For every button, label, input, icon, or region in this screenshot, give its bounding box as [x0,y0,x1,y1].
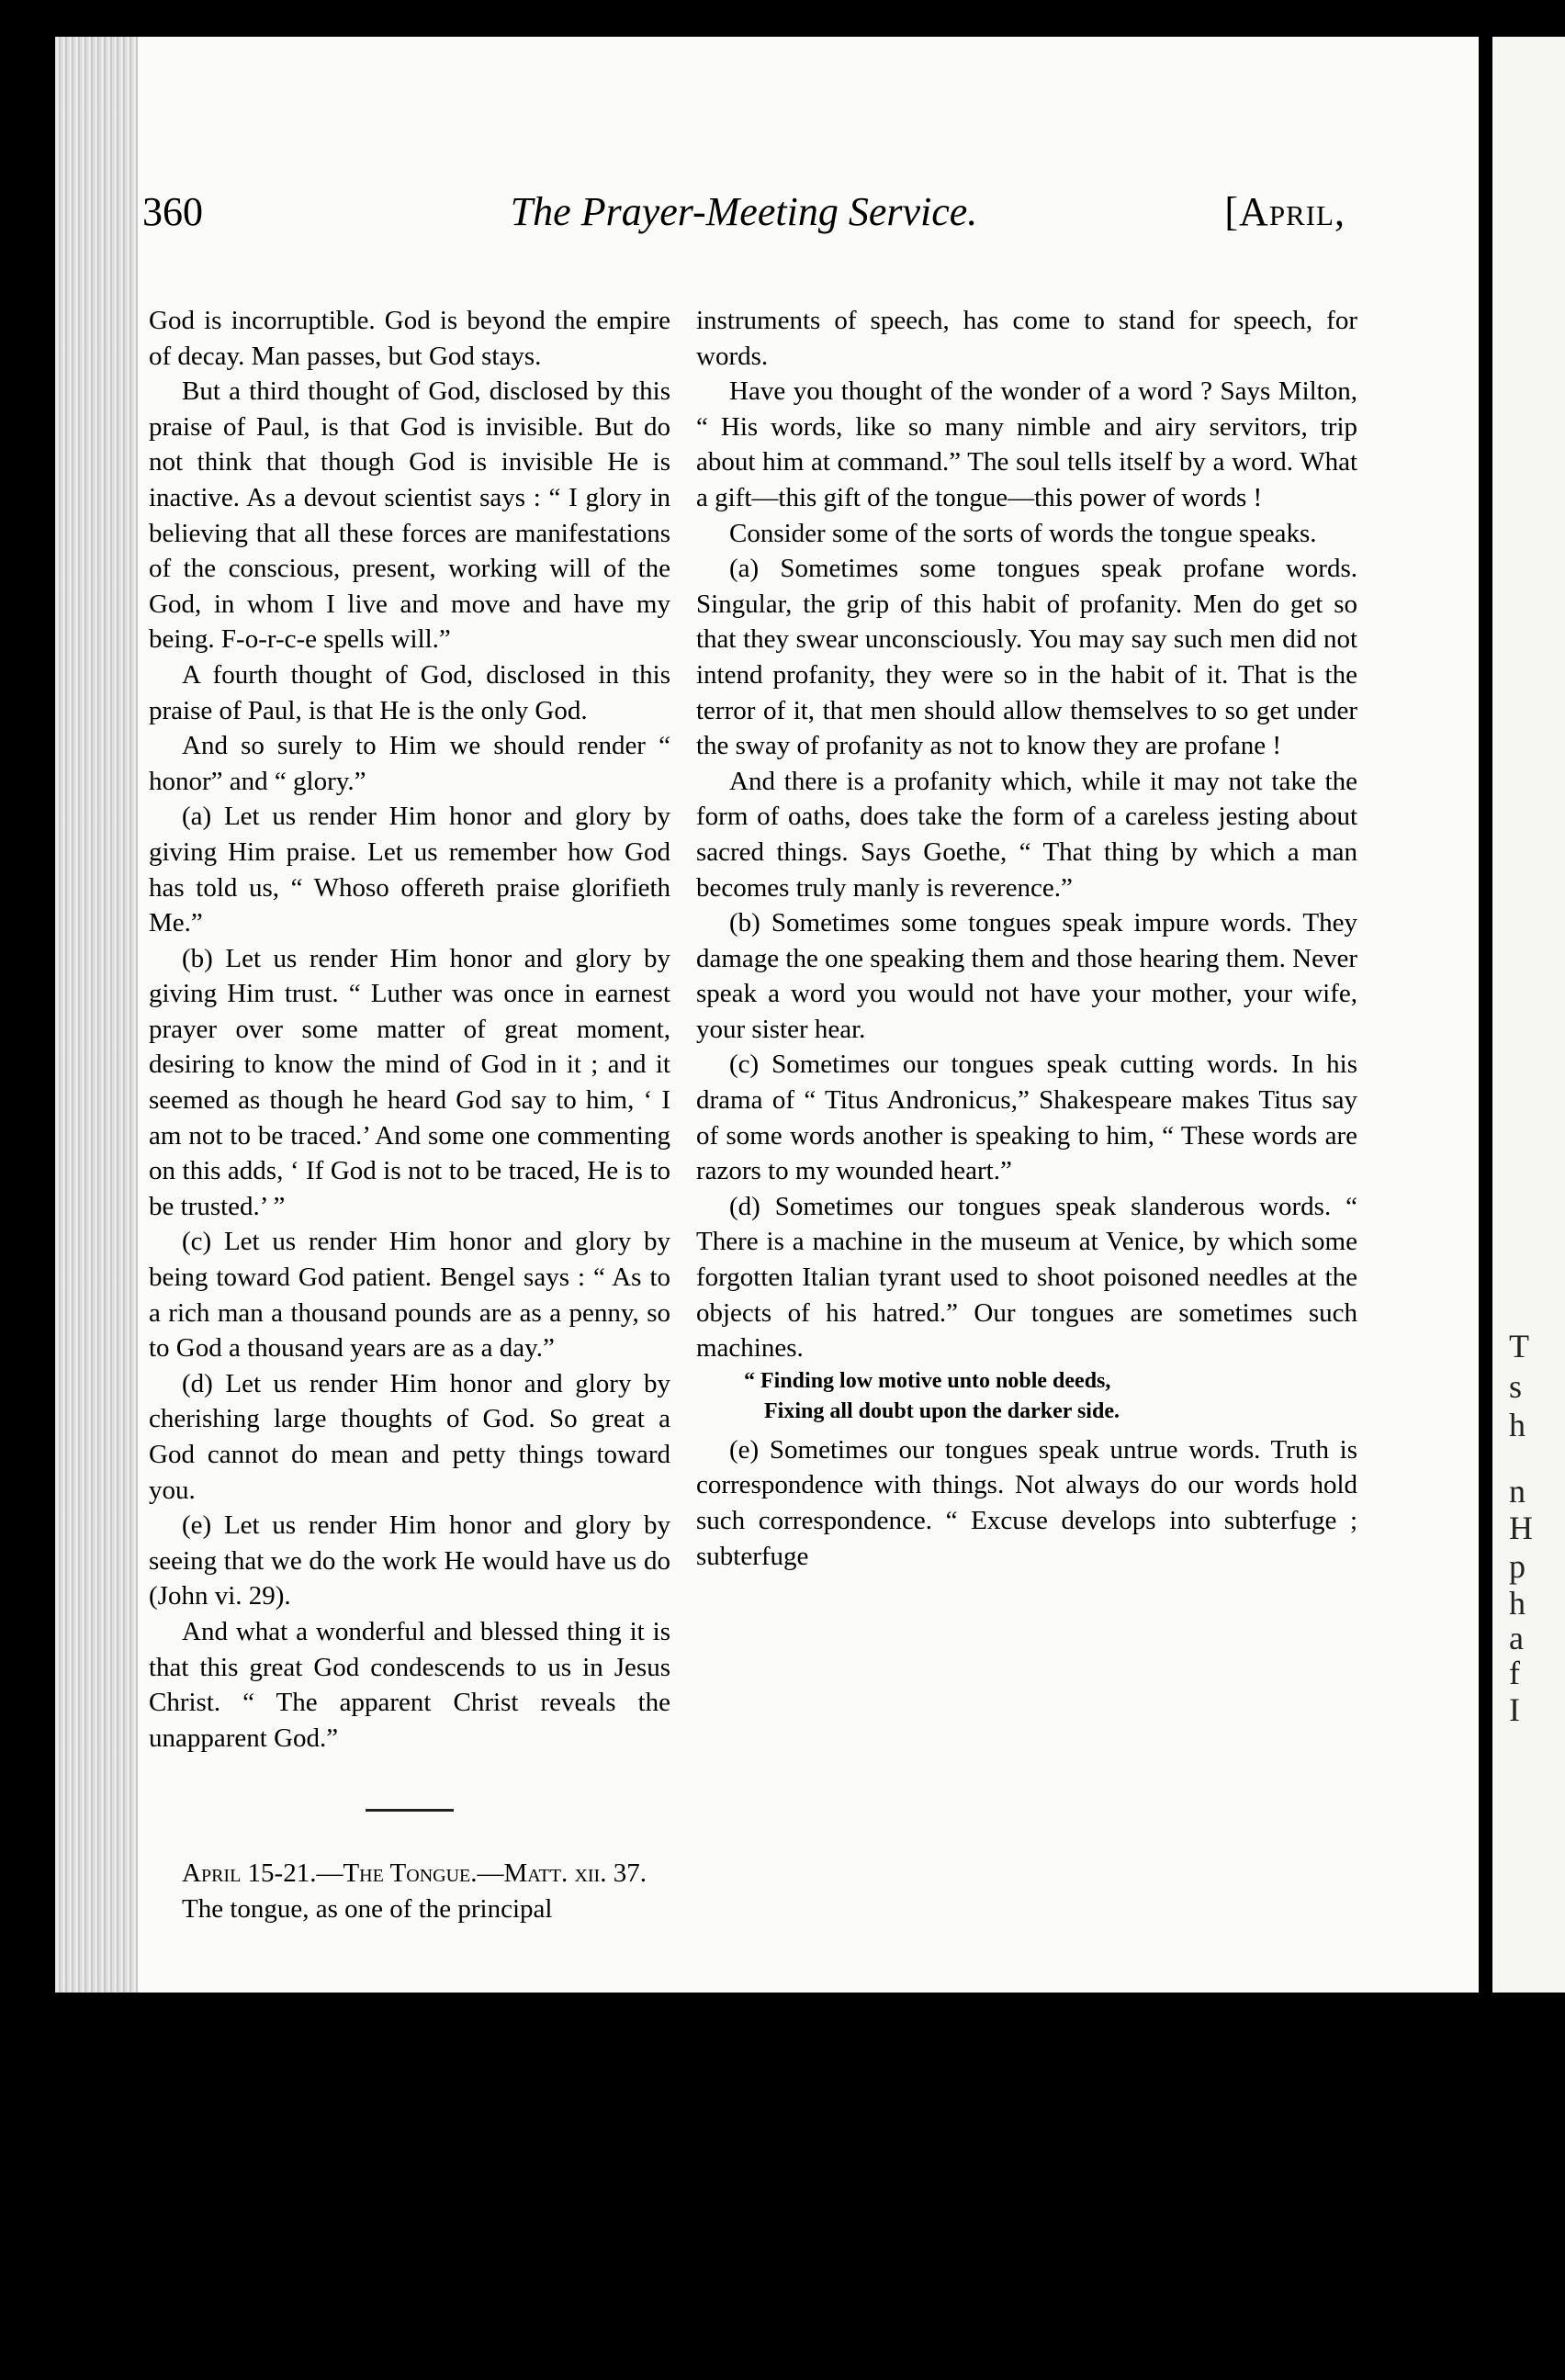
page-number: 360 [142,189,203,234]
paragraph: Consider some of the sorts of words the tongue speaks. [729,518,1317,548]
facing-page-fragment: a [1509,1620,1524,1656]
paragraph: (e) Let us render Him honor and glory by seeing that we do the work He would have us do (John vi. 29). [149,1510,670,1611]
header-month: [April, [1224,189,1345,234]
page-edge-decoration [55,37,142,1993]
verse-line: “ Finding low motive unto noble deeds, [744,1368,1111,1393]
facing-page-edge [1492,37,1565,1993]
right-column [696,303,1357,1574]
paragraph: God is incorruptible. God is beyond the empire of decay. Man passes, but God stays. [149,306,670,371]
facing-page-fragment: H [1509,1510,1533,1546]
paragraph: And there is a profanity which, while it may not take the form of oaths, does take the form of a careless jesting about sacred things. Says Goethe, “ That thing by which a man becomes truly manly is reverence.” [696,766,1357,903]
paragraph: A fourth thought of God, disclosed in this praise of Paul, is that He is the only God. [149,659,670,725]
facing-page-fragment: f [1509,1655,1520,1691]
left-column [149,303,670,1927]
page-header [142,188,1345,243]
paragraph: But a third thought of God, disclosed by this praise of Paul, is that God is invisible. But do not think that though God is invisible He is inactive. As a devout scientist says : “ I glory in believing that all these forces are manifestations of the conscious, present, working will of the God, in whom I live and move and have my being. F-o-r-c-e spells will.” [149,376,670,655]
paragraph: (c) Let us render Him honor and glory by being toward God patient. Bengel says : “ As to a rich man a thousand pounds are as a penny, so to God a thousand years are as a day.” [149,1227,670,1364]
paragraph: (a) Sometimes some tongues speak profane words. Singular, the grip of this habit of profanity. Men do get so that they swear unconsciously. You may say such men did not intend profanity, they were so in the habit of it. That is the terror of it, that men should allow themselves to so get under the sway of profanity as not to know they are profane ! [696,554,1357,761]
facing-page-fragment: h [1509,1407,1526,1443]
paragraph: (d) Let us render Him honor and glory by cherishing large thoughts of God. So great a God cannot do mean and petty things toward you. [149,1368,670,1505]
verse-line: Fixing all doubt upon the darker side. [764,1398,1120,1423]
facing-page-fragment: p [1509,1548,1526,1585]
paragraph: And what a wonderful and blessed thing it is that this great God condescends to us in Jesus Christ. “ The apparent Christ reveals the unapparent God.” [149,1616,670,1753]
verse-quote [696,1366,1357,1427]
facing-page-fragment: I [1509,1691,1520,1728]
paragraph: The tongue, as one of the principal [182,1893,553,1924]
facing-page-fragment: s [1509,1368,1523,1405]
paragraph: (d) Sometimes our tongues speak slanderous words. “ There is a machine in the museum at Venice, by which some forgotten Italian tyrant used to shoot poisoned needles at the objects of his hatred.” Our tongues are sometimes such machines. [696,1191,1357,1364]
paragraph: (c) Sometimes our tongues speak cutting words. In his drama of “ Titus Andronicus,” Shakespeare makes Titus say of some words another is speaking to him, “ These words are razors to my wounded heart.” [696,1050,1357,1186]
paragraph: (a) Let us render Him honor and glory by giving Him praise. Let us remember how God has told us, “ Whoso offereth praise glorifieth Me.” [149,802,670,938]
paragraph: (b) Let us render Him honor and glory by giving Him trust. “ Luther was once in earnest prayer over some matter of great moment, desiring to know the mind of God in it ; and it seemed as though he heard God say to him, ‘ I am not to be traced.’ And some one commenting on this adds, ‘ If God is not to be traced, He is to be trusted.’ ” [149,943,670,1221]
facing-page-fragment: h [1509,1585,1526,1622]
section-divider [366,1809,454,1812]
facing-page-fragment: n [1509,1473,1526,1510]
paragraph: Have you thought of the wonder of a word ? Says Milton, “ His words, like so many nimble and airy servitors, trip about him at command.” The soul tells itself by a word. What a gift—this gift of the tongue—this power of words ! [696,376,1357,512]
facing-page-fragment: T [1509,1328,1529,1364]
paragraph: instruments of speech, has come to stand for speech, for words. [696,306,1357,371]
paragraph: And so surely to Him we should render “ honor” and “ glory.” [149,731,670,796]
section-heading: April 15-21.—The Tongue.—Matt. xii. 37. [182,1858,647,1889]
running-title: The Prayer-Meeting Service. [510,189,978,234]
paragraph: (e) Sometimes our tongues speak untrue words. Truth is correspondence with things. Not always do our words hold such correspondence. “ Excuse develops into subterfuge ; subterfuge [696,1434,1357,1571]
paragraph: (b) Sometimes some tongues speak impure words. They damage the one speaking them and those hearing them. Never speak a word you would not have your mother, your wife, your sister hear. [696,908,1357,1044]
